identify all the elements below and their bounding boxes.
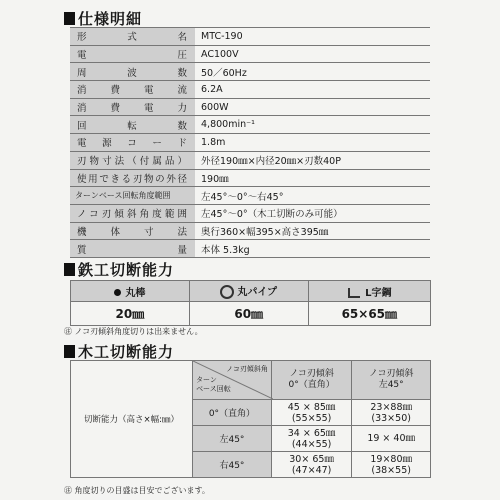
- wood-cell-1-1: 19 × 40㎜: [352, 426, 431, 452]
- diag-bottom-label: ターン ベース回転: [196, 376, 231, 393]
- wood-row-label-0deg: 0°（直角）: [193, 400, 272, 426]
- wood-cell-1-0: 34 × 65㎜ (44×55): [271, 426, 352, 452]
- wood-diagonal-header: [193, 361, 272, 400]
- iron-note: ㊟ ノコ刃傾斜角度切りは出来ません。: [64, 327, 203, 336]
- wood-note: ㊟ 角度切りの目盛は目安でございます。: [64, 486, 210, 495]
- diag-top-label: ノコ刃傾斜角: [226, 365, 268, 373]
- iron-value-round-pipe: 60㎜: [189, 302, 308, 326]
- spec-row: [70, 204, 430, 222]
- spec-label: 消費電力: [70, 98, 195, 116]
- iron-header-round-bar: 丸棒: [71, 281, 190, 302]
- spec-value: 50／60Hz: [195, 63, 430, 81]
- spec-label: 質量: [70, 240, 195, 258]
- spec-label: 形式名: [70, 28, 195, 46]
- iron-header-round-pipe: 丸パイプ: [189, 281, 308, 302]
- wood-section-title: [64, 341, 174, 362]
- section-square-icon: [64, 12, 75, 25]
- spec-row: [70, 28, 430, 46]
- spec-label: 刃物寸法（付属品）: [70, 151, 195, 169]
- wood-row-header: 切断能力（高さ×幅:㎜）: [71, 361, 193, 478]
- spec-label: ターンベース回転角度範囲: [70, 187, 195, 205]
- spec-value: 奥行360×幅395×高さ395㎜: [195, 222, 430, 240]
- spec-value: MTC-190: [195, 28, 430, 46]
- round-pipe-icon: [220, 285, 234, 299]
- iron-table: [70, 280, 431, 326]
- spec-row: [70, 116, 430, 134]
- spec-label: 使用できる刃物の外径: [70, 169, 195, 187]
- spec-label: 周波数: [70, 63, 195, 81]
- spec-value: 190㎜: [195, 169, 430, 187]
- spec-value: 1.8m: [195, 134, 430, 152]
- spec-value: 外径190㎜×内径20㎜×刃数40P: [195, 151, 430, 169]
- spec-value: 左45°〜0°（木工切断のみ可能）: [195, 204, 430, 222]
- wood-table: [70, 360, 431, 478]
- section-square-icon: [64, 263, 75, 276]
- spec-row: [70, 45, 430, 63]
- spec-label: 機体寸法: [70, 222, 195, 240]
- iron-header-l-steel: L字鋼: [308, 281, 430, 302]
- spec-label: ノコ刃傾斜角度範囲: [70, 204, 195, 222]
- spec-section-title: [64, 8, 142, 29]
- spec-table: [70, 27, 430, 258]
- spec-row: [70, 81, 430, 99]
- spec-label: 回転数: [70, 116, 195, 134]
- iron-title: 鉄工切断能力: [78, 261, 175, 279]
- spec-row: [70, 63, 430, 81]
- wood-col-header-0deg: ノコ刃傾斜 0°（直角）: [271, 361, 352, 400]
- iron-section-title: [64, 259, 174, 280]
- spec-value: 4,800min⁻¹: [195, 116, 430, 134]
- spec-label: 電源コード: [70, 134, 195, 152]
- spec-value: 本体 5.3kg: [195, 240, 430, 258]
- spec-value: 6.2A: [195, 81, 430, 99]
- wood-cell-0-0: 45 × 85㎜ (55×55): [271, 400, 352, 426]
- spec-row: [70, 187, 430, 205]
- wood-cell-0-1: 23×88㎜ (33×50): [352, 400, 431, 426]
- spec-label: 消費電流: [70, 81, 195, 99]
- iron-value-l-steel: 65×65㎜: [308, 302, 430, 326]
- spec-row: [70, 134, 430, 152]
- wood-cell-2-1: 19×80㎜ (38×55): [352, 452, 431, 478]
- spec-row: [70, 222, 430, 240]
- spec-row: [70, 169, 430, 187]
- spec-value: AC100V: [195, 45, 430, 63]
- spec-row: [70, 151, 430, 169]
- wood-row-label-left45: 左45°: [193, 426, 272, 452]
- iron-value-round-bar: 20㎜: [71, 302, 190, 326]
- spec-label: 電圧: [70, 45, 195, 63]
- wood-col-header-left45: ノコ刃傾斜 左45°: [352, 361, 431, 400]
- l-steel-icon: [347, 287, 361, 299]
- section-square-icon: [64, 345, 75, 358]
- spec-row: [70, 98, 430, 116]
- round-bar-icon: [114, 289, 121, 296]
- wood-row-label-right45: 右45°: [193, 452, 272, 478]
- spec-value: 左45°〜0°〜右45°: [195, 187, 430, 205]
- spec-value: 600W: [195, 98, 430, 116]
- spec-title: 仕様明細: [78, 10, 143, 28]
- spec-row: [70, 240, 430, 258]
- wood-cell-2-0: 30× 65㎜ (47×47): [271, 452, 352, 478]
- wood-title: 木工切断能力: [78, 343, 175, 361]
